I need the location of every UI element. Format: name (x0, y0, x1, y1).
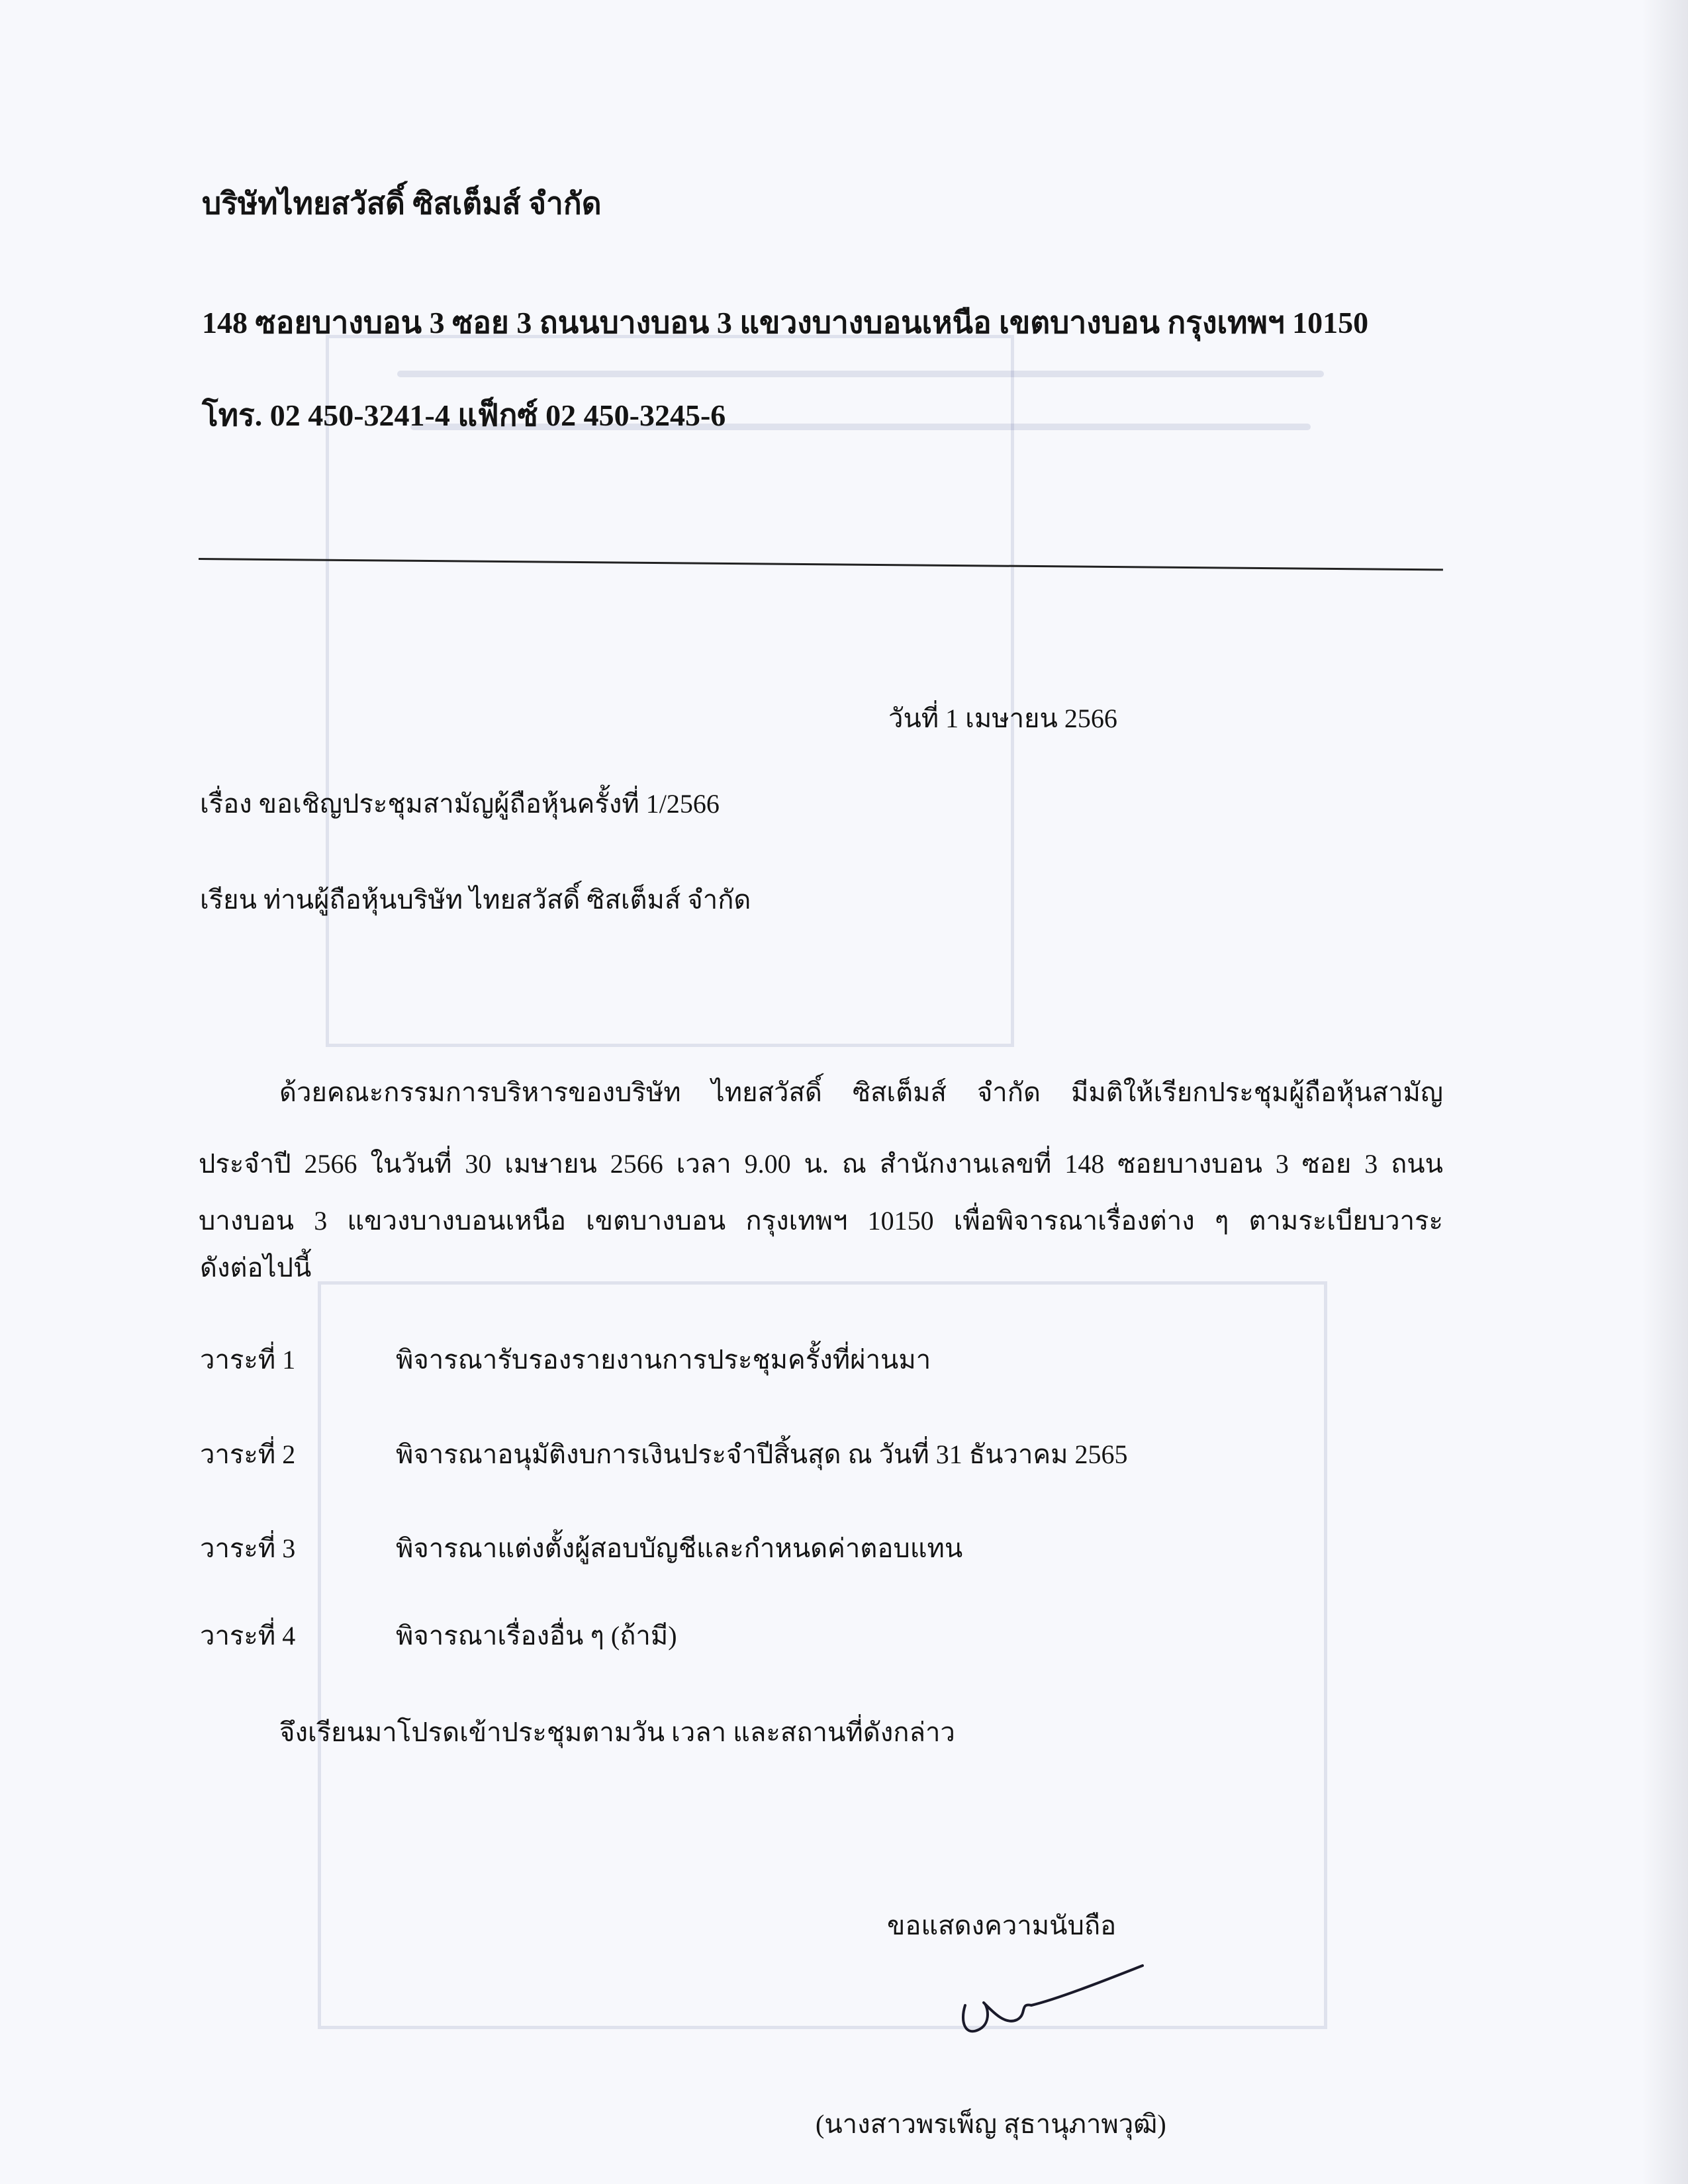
agenda-item: พิจารณาเรื่องอื่น ๆ (ถ้ามี) (396, 1621, 677, 1651)
agenda-item: พิจารณาอนุมัติงบการเงินประจำปีสิ้นสุด ณ วันที่ 31 ธันวาคม 2565 (396, 1439, 1128, 1469)
show-through-lower-frame (318, 1281, 1327, 2029)
agenda-label: วาระที่ 2 (200, 1439, 296, 1469)
agenda-item: พิจารณารับรองรายงานการประชุมครั้งที่ผ่านมา (396, 1345, 931, 1375)
letter-date: วันที่ 1 เมษายน 2566 (888, 704, 1117, 733)
company-contact: โทร. 02 450-3241-4 แฟ็กซ์ 02 450-3245-6 (202, 398, 726, 432)
agenda-label: วาระที่ 4 (200, 1621, 296, 1651)
body-line: บางบอน 3 แขวงบางบอนเหนือ เขตบางบอน กรุงเทพฯ 10150 เพื่อพิจารณาเรื่องต่าง ๆ ตามระเบียบวาระ (199, 1206, 1443, 1236)
agenda-label: วาระที่ 3 (200, 1533, 296, 1563)
letter-subject: เรื่อง ขอเชิญประชุมสามัญผู้ถือหุ้นครั้งที่ 1/2566 (200, 789, 720, 819)
show-through-upper-frame (326, 335, 1014, 1047)
handwritten-signature (953, 1959, 1152, 2045)
show-through-line (397, 371, 1324, 377)
signatory-name: (นางสาวพรเพ็ญ สุธานุภาพวุฒิ) (816, 2109, 1166, 2139)
company-name: บริษัทไทยสวัสดิ์ ซิสเต็มส์ จำกัด (202, 187, 602, 220)
body-line: ดังต่อไปนี้ (200, 1253, 312, 1283)
agenda-item: พิจารณาแต่งตั้งผู้สอบบัญชีและกำหนดค่าตอบแทน (396, 1533, 963, 1563)
complimentary-close: ขอแสดงความนับถือ (887, 1911, 1117, 1940)
company-address: 148 ซอยบางบอน 3 ซอย 3 ถนนบางบอน 3 แขวงบางบอนเหนือ เขตบางบอน กรุงเทพฯ 10150 (202, 306, 1369, 340)
letter-recipient: เรียน ท่านผู้ถือหุ้นบริษัท ไทยสวัสดิ์ ซิสเต็มส์ จำกัด (200, 885, 751, 915)
scan-edge-shadow (1642, 0, 1688, 2184)
body-line: ด้วยคณะกรรมการบริหารของบริษัท ไทยสวัสดิ์ ซิสเต็มส์ จำกัด มีมติให้เรียกประชุมผู้ถือหุ้นสามัญ (279, 1077, 1443, 1107)
agenda-label: วาระที่ 1 (200, 1345, 296, 1375)
body-line: ประจำปี 2566 ในวันที่ 30 เมษายน 2566 เวลา 9.00 น. ณ สำนักงานเลขที่ 148 ซอยบางบอน 3 ซอย 3 ถนน (199, 1149, 1443, 1179)
closing-sentence: จึงเรียนมาโปรดเข้าประชุมตามวัน เวลา และสถานที่ดังกล่าว (279, 1717, 955, 1747)
